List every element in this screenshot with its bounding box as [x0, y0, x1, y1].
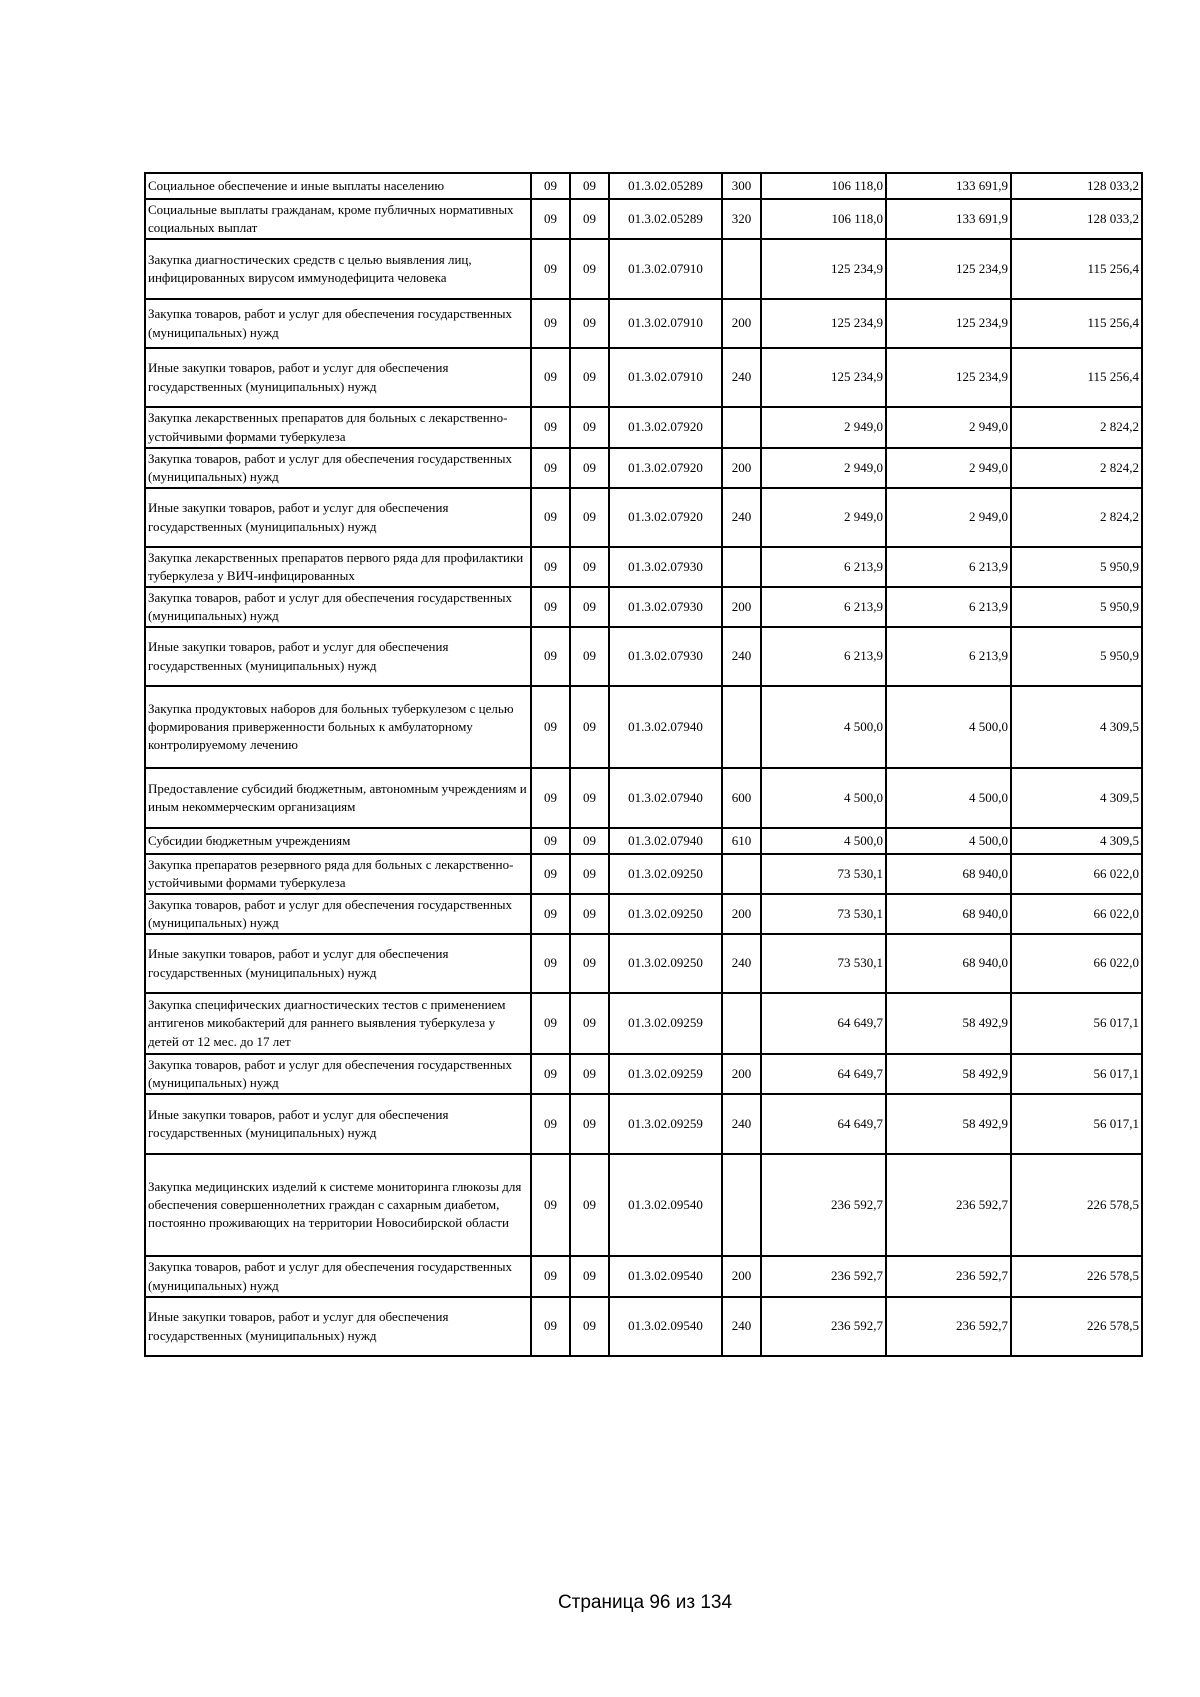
table-row — [145, 1054, 1142, 1094]
cell-section: 09 — [531, 299, 570, 348]
cell-expense-type — [722, 239, 761, 299]
cell-expense-type: 240 — [722, 1094, 761, 1154]
cell-name: Иные закупки товаров, работ и услуг для обеспечения государственных (муниципальных) нужд — [145, 1297, 531, 1356]
cell-amount-3: 2 824,2 — [1011, 488, 1142, 547]
cell-expense-type: 600 — [722, 768, 761, 828]
cell-name: Иные закупки товаров, работ и услуг для обеспечения государственных (муниципальных) нужд — [145, 488, 531, 547]
cell-section: 09 — [531, 686, 570, 768]
cell-amount-1: 125 234,9 — [761, 348, 886, 407]
cell-target-article: 01.3.02.05289 — [609, 173, 722, 199]
cell-name: Закупка лекарственных препаратов первого ряда для профилактики туберкулеза у ВИЧ-инфицированных — [145, 547, 531, 587]
cell-amount-1: 4 500,0 — [761, 768, 886, 828]
table-row — [145, 1094, 1142, 1154]
cell-expense-type — [722, 547, 761, 587]
cell-expense-type: 240 — [722, 488, 761, 547]
cell-name: Закупка товаров, работ и услуг для обеспечения государственных (муниципальных) нужд — [145, 299, 531, 348]
cell-amount-2: 133 691,9 — [886, 199, 1011, 239]
cell-target-article: 01.3.02.07940 — [609, 686, 722, 768]
cell-amount-2: 125 234,9 — [886, 348, 1011, 407]
cell-expense-type: 200 — [722, 1256, 761, 1297]
cell-expense-type: 200 — [722, 894, 761, 934]
table-row — [145, 1154, 1142, 1256]
cell-amount-3: 66 022,0 — [1011, 894, 1142, 934]
table-row — [145, 547, 1142, 587]
cell-amount-1: 2 949,0 — [761, 488, 886, 547]
cell-amount-3: 2 824,2 — [1011, 407, 1142, 448]
table-row — [145, 407, 1142, 448]
cell-section: 09 — [531, 239, 570, 299]
cell-subsection: 09 — [570, 448, 609, 488]
cell-section: 09 — [531, 587, 570, 627]
cell-section: 09 — [531, 627, 570, 686]
cell-target-article: 01.3.02.09250 — [609, 934, 722, 993]
cell-name: Закупка медицинских изделий к системе мониторинга глюкозы для обеспечения совершеннолетних граждан с сахарным диабетом, постоянно проживающих на территории Новосибирской области — [145, 1154, 531, 1256]
cell-section: 09 — [531, 828, 570, 854]
cell-amount-3: 56 017,1 — [1011, 1054, 1142, 1094]
cell-name: Закупка товаров, работ и услуг для обеспечения государственных (муниципальных) нужд — [145, 1054, 531, 1094]
cell-target-article: 01.3.02.07920 — [609, 488, 722, 547]
cell-amount-3: 66 022,0 — [1011, 854, 1142, 894]
cell-section: 09 — [531, 1297, 570, 1356]
cell-name: Закупка продуктовых наборов для больных туберкулезом с целью формирования приверженности больных к амбулаторному контролируемому лечению — [145, 686, 531, 768]
cell-amount-2: 4 500,0 — [886, 828, 1011, 854]
cell-expense-type: 200 — [722, 587, 761, 627]
cell-amount-3: 4 309,5 — [1011, 686, 1142, 768]
cell-subsection: 09 — [570, 299, 609, 348]
cell-amount-3: 115 256,4 — [1011, 239, 1142, 299]
cell-amount-1: 73 530,1 — [761, 854, 886, 894]
cell-section: 09 — [531, 1094, 570, 1154]
cell-amount-2: 2 949,0 — [886, 488, 1011, 547]
cell-section: 09 — [531, 1256, 570, 1297]
cell-target-article: 01.3.02.09259 — [609, 993, 722, 1054]
table-row — [145, 934, 1142, 993]
cell-amount-3: 115 256,4 — [1011, 299, 1142, 348]
cell-amount-2: 6 213,9 — [886, 587, 1011, 627]
cell-amount-2: 6 213,9 — [886, 627, 1011, 686]
cell-expense-type: 200 — [722, 299, 761, 348]
cell-name: Иные закупки товаров, работ и услуг для обеспечения государственных (муниципальных) нужд — [145, 348, 531, 407]
cell-amount-1: 73 530,1 — [761, 934, 886, 993]
cell-target-article: 01.3.02.07920 — [609, 448, 722, 488]
cell-section: 09 — [531, 547, 570, 587]
cell-expense-type: 200 — [722, 448, 761, 488]
cell-subsection: 09 — [570, 239, 609, 299]
cell-name: Закупка товаров, работ и услуг для обеспечения государственных (муниципальных) нужд — [145, 587, 531, 627]
cell-amount-2: 4 500,0 — [886, 768, 1011, 828]
cell-name: Предоставление субсидий бюджетным, автономным учреждениям и иным некоммерческим организациям — [145, 768, 531, 828]
budget-table — [144, 172, 1143, 1357]
cell-amount-1: 2 949,0 — [761, 448, 886, 488]
cell-subsection: 09 — [570, 1094, 609, 1154]
cell-section: 09 — [531, 199, 570, 239]
cell-amount-2: 236 592,7 — [886, 1154, 1011, 1256]
table-row — [145, 894, 1142, 934]
cell-target-article: 01.3.02.09250 — [609, 894, 722, 934]
cell-amount-3: 128 033,2 — [1011, 173, 1142, 199]
cell-amount-1: 106 118,0 — [761, 199, 886, 239]
cell-expense-type: 200 — [722, 1054, 761, 1094]
cell-amount-1: 64 649,7 — [761, 1094, 886, 1154]
cell-amount-1: 125 234,9 — [761, 299, 886, 348]
cell-name: Социальные выплаты гражданам, кроме публичных нормативных социальных выплат — [145, 199, 531, 239]
cell-expense-type — [722, 686, 761, 768]
cell-target-article: 01.3.02.09259 — [609, 1054, 722, 1094]
cell-subsection: 09 — [570, 1054, 609, 1094]
cell-name: Закупка лекарственных препаратов для больных с лекарственно-устойчивыми формами туберкулеза — [145, 407, 531, 448]
cell-expense-type: 240 — [722, 1297, 761, 1356]
cell-subsection: 09 — [570, 894, 609, 934]
cell-target-article: 01.3.02.09259 — [609, 1094, 722, 1154]
cell-amount-1: 236 592,7 — [761, 1256, 886, 1297]
cell-subsection: 09 — [570, 768, 609, 828]
cell-section: 09 — [531, 894, 570, 934]
cell-subsection: 09 — [570, 1297, 609, 1356]
cell-expense-type: 610 — [722, 828, 761, 854]
cell-amount-1: 106 118,0 — [761, 173, 886, 199]
cell-subsection: 09 — [570, 173, 609, 199]
cell-amount-3: 2 824,2 — [1011, 448, 1142, 488]
cell-amount-2: 125 234,9 — [886, 299, 1011, 348]
table-body — [145, 173, 1142, 1356]
table-row — [145, 173, 1142, 199]
cell-section: 09 — [531, 934, 570, 993]
cell-target-article: 01.3.02.07910 — [609, 348, 722, 407]
cell-amount-3: 56 017,1 — [1011, 1094, 1142, 1154]
cell-section: 09 — [531, 768, 570, 828]
cell-amount-3: 4 309,5 — [1011, 828, 1142, 854]
cell-amount-3: 5 950,9 — [1011, 587, 1142, 627]
table-row — [145, 828, 1142, 854]
cell-amount-1: 6 213,9 — [761, 627, 886, 686]
cell-amount-3: 226 578,5 — [1011, 1256, 1142, 1297]
table-row — [145, 1256, 1142, 1297]
cell-subsection: 09 — [570, 934, 609, 993]
cell-amount-2: 2 949,0 — [886, 448, 1011, 488]
cell-amount-1: 73 530,1 — [761, 894, 886, 934]
cell-amount-1: 64 649,7 — [761, 1054, 886, 1094]
cell-target-article: 01.3.02.07930 — [609, 627, 722, 686]
table-row — [145, 587, 1142, 627]
cell-target-article: 01.3.02.07930 — [609, 547, 722, 587]
cell-name: Закупка специфических диагностических тестов с применением антигенов микобактерий для раннего выявления туберкулеза у детей от 12 мес. до 17 лет — [145, 993, 531, 1054]
cell-name: Социальное обеспечение и иные выплаты населению — [145, 173, 531, 199]
cell-amount-2: 6 213,9 — [886, 547, 1011, 587]
cell-subsection: 09 — [570, 1154, 609, 1256]
cell-target-article: 01.3.02.09540 — [609, 1297, 722, 1356]
cell-expense-type — [722, 407, 761, 448]
cell-amount-2: 4 500,0 — [886, 686, 1011, 768]
cell-amount-2: 125 234,9 — [886, 239, 1011, 299]
cell-amount-2: 133 691,9 — [886, 173, 1011, 199]
cell-target-article: 01.3.02.07910 — [609, 239, 722, 299]
cell-subsection: 09 — [570, 686, 609, 768]
cell-subsection: 09 — [570, 828, 609, 854]
table-row — [145, 768, 1142, 828]
cell-amount-2: 68 940,0 — [886, 854, 1011, 894]
cell-name: Закупка товаров, работ и услуг для обеспечения государственных (муниципальных) нужд — [145, 448, 531, 488]
cell-name: Субсидии бюджетным учреждениям — [145, 828, 531, 854]
cell-target-article: 01.3.02.09540 — [609, 1154, 722, 1256]
cell-amount-2: 58 492,9 — [886, 1054, 1011, 1094]
table-row — [145, 854, 1142, 894]
cell-target-article: 01.3.02.07920 — [609, 407, 722, 448]
cell-amount-3: 128 033,2 — [1011, 199, 1142, 239]
cell-amount-1: 4 500,0 — [761, 686, 886, 768]
cell-amount-3: 226 578,5 — [1011, 1297, 1142, 1356]
cell-target-article: 01.3.02.09250 — [609, 854, 722, 894]
cell-subsection: 09 — [570, 854, 609, 894]
cell-subsection: 09 — [570, 587, 609, 627]
cell-amount-3: 56 017,1 — [1011, 993, 1142, 1054]
table-row — [145, 448, 1142, 488]
page-number: Страница 96 из 134 — [557, 1592, 733, 1613]
cell-expense-type: 320 — [722, 199, 761, 239]
cell-expense-type: 240 — [722, 627, 761, 686]
cell-target-article: 01.3.02.07910 — [609, 299, 722, 348]
cell-name: Закупка диагностических средств с целью выявления лиц, инфицированных вирусом иммунодефицита человека — [145, 239, 531, 299]
cell-name: Иные закупки товаров, работ и услуг для обеспечения государственных (муниципальных) нужд — [145, 934, 531, 993]
cell-amount-1: 125 234,9 — [761, 239, 886, 299]
cell-amount-2: 236 592,7 — [886, 1297, 1011, 1356]
cell-name: Закупка товаров, работ и услуг для обеспечения государственных (муниципальных) нужд — [145, 894, 531, 934]
table-row — [145, 488, 1142, 547]
cell-expense-type — [722, 1154, 761, 1256]
cell-amount-3: 5 950,9 — [1011, 627, 1142, 686]
cell-subsection: 09 — [570, 199, 609, 239]
cell-amount-3: 4 309,5 — [1011, 768, 1142, 828]
cell-amount-2: 2 949,0 — [886, 407, 1011, 448]
cell-target-article: 01.3.02.07930 — [609, 587, 722, 627]
table-row — [145, 993, 1142, 1054]
cell-section: 09 — [531, 854, 570, 894]
cell-target-article: 01.3.02.07940 — [609, 768, 722, 828]
cell-amount-1: 4 500,0 — [761, 828, 886, 854]
cell-name: Иные закупки товаров, работ и услуг для обеспечения государственных (муниципальных) нужд — [145, 627, 531, 686]
cell-subsection: 09 — [570, 348, 609, 407]
cell-subsection: 09 — [570, 993, 609, 1054]
cell-amount-1: 2 949,0 — [761, 407, 886, 448]
cell-section: 09 — [531, 488, 570, 547]
cell-subsection: 09 — [570, 488, 609, 547]
cell-expense-type: 240 — [722, 348, 761, 407]
cell-name: Закупка товаров, работ и услуг для обеспечения государственных (муниципальных) нужд — [145, 1256, 531, 1297]
cell-section: 09 — [531, 407, 570, 448]
table-row — [145, 239, 1142, 299]
cell-amount-3: 115 256,4 — [1011, 348, 1142, 407]
table-row — [145, 199, 1142, 239]
cell-subsection: 09 — [570, 547, 609, 587]
cell-subsection: 09 — [570, 627, 609, 686]
cell-name: Закупка препаратов резервного ряда для больных с лекарственно-устойчивыми формами туберкулеза — [145, 854, 531, 894]
cell-name: Иные закупки товаров, работ и услуг для обеспечения государственных (муниципальных) нужд — [145, 1094, 531, 1154]
cell-section: 09 — [531, 348, 570, 407]
table-row — [145, 686, 1142, 768]
cell-amount-2: 68 940,0 — [886, 894, 1011, 934]
cell-target-article: 01.3.02.07940 — [609, 828, 722, 854]
cell-amount-1: 6 213,9 — [761, 587, 886, 627]
cell-section: 09 — [531, 1154, 570, 1256]
cell-expense-type: 300 — [722, 173, 761, 199]
cell-amount-3: 226 578,5 — [1011, 1154, 1142, 1256]
table-row — [145, 627, 1142, 686]
cell-target-article: 01.3.02.09540 — [609, 1256, 722, 1297]
cell-amount-2: 68 940,0 — [886, 934, 1011, 993]
cell-amount-2: 58 492,9 — [886, 1094, 1011, 1154]
cell-section: 09 — [531, 993, 570, 1054]
cell-subsection: 09 — [570, 1256, 609, 1297]
cell-amount-1: 6 213,9 — [761, 547, 886, 587]
cell-amount-3: 66 022,0 — [1011, 934, 1142, 993]
cell-section: 09 — [531, 173, 570, 199]
cell-subsection: 09 — [570, 407, 609, 448]
cell-amount-1: 236 592,7 — [761, 1297, 886, 1356]
cell-expense-type — [722, 993, 761, 1054]
cell-amount-1: 64 649,7 — [761, 993, 886, 1054]
cell-amount-2: 236 592,7 — [886, 1256, 1011, 1297]
cell-amount-3: 5 950,9 — [1011, 547, 1142, 587]
cell-expense-type: 240 — [722, 934, 761, 993]
cell-section: 09 — [531, 1054, 570, 1094]
cell-amount-1: 236 592,7 — [761, 1154, 886, 1256]
table-row — [145, 348, 1142, 407]
cell-amount-2: 58 492,9 — [886, 993, 1011, 1054]
cell-expense-type — [722, 854, 761, 894]
table-row — [145, 299, 1142, 348]
cell-target-article: 01.3.02.05289 — [609, 199, 722, 239]
table-row — [145, 1297, 1142, 1356]
cell-section: 09 — [531, 448, 570, 488]
